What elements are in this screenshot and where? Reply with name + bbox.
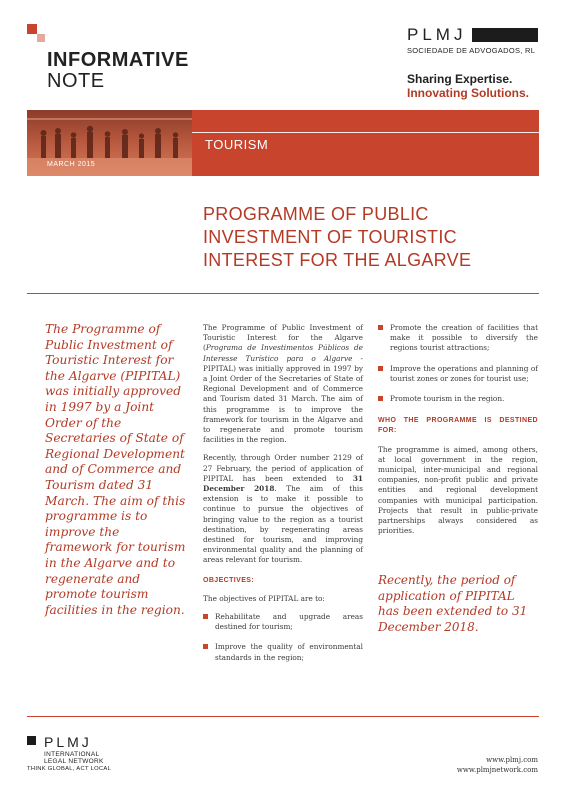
website-link[interactable]: www.plmj.com xyxy=(486,756,538,764)
note-title: INFORMATIVE xyxy=(47,49,189,71)
banner-divider xyxy=(192,132,539,133)
banner-photo xyxy=(27,110,192,176)
objective-item: Promote the creation of facilities that make it possible to diversify the regions tourist attractions; xyxy=(378,323,538,354)
corner-square-large xyxy=(27,24,37,34)
firm-subtitle: SOCIEDADE DE ADVOGADOS, RL xyxy=(407,46,536,55)
banner xyxy=(27,110,539,176)
slogan-line-1: Sharing Expertise. xyxy=(407,72,513,86)
network-website-link[interactable]: www.plmjnetwork.com xyxy=(456,766,538,774)
footer-network-line-2: LEGAL NETWORK xyxy=(44,758,104,765)
divider-top xyxy=(27,293,539,294)
firm-logo: PLMJ xyxy=(407,25,467,44)
pull-quote-right: Recently, the period of application of PIPITAL has been extended to 31 December 2018. xyxy=(378,573,528,634)
body-column-2 xyxy=(378,323,538,544)
corner-square-small xyxy=(37,34,45,42)
extension-paragraph: Recently, through Order number 2129 of 27 February, the period of application of PIPITAL has been extended to 31 December 2018. The aim of this extension is to make it possible to continue to pursue the objectives of bringing value to the region as a tourist destination, by regenerating areas destined for tourism, and improving environmental quality and the planning of areas relevant for tourism. xyxy=(203,453,364,565)
note-subtitle: NOTE xyxy=(47,70,105,92)
destined-paragraph: The programme is aimed, among others, at local government in the region, municipal, inter-municipal and regional companies, non-profit public and private entities and regional development companies with municipal participation. Projects that result in public-private partnerships always considered as priorities. xyxy=(378,444,538,536)
destined-heading: WHO THE PROGRAMME IS DESTINED FOR: xyxy=(378,417,538,435)
divider-bottom xyxy=(27,716,539,717)
objective-item: Promote tourism in the region. xyxy=(378,394,538,404)
section-label: TOURISM xyxy=(205,137,269,152)
objectives-heading: OBJECTIVES: xyxy=(203,576,255,584)
title-line-2: INVESTMENT OF TOURISTIC xyxy=(203,227,457,247)
objective-item: Rehabilitate and upgrade areas destined for tourism; xyxy=(203,612,363,632)
title-line-3: INTEREST FOR THE ALGARVE xyxy=(203,250,472,270)
objectives-intro: The objectives of PIPITAL are to: xyxy=(203,593,325,603)
footer-network-line-1: INTERNATIONAL xyxy=(44,751,100,758)
pull-quote-left: The Programme of Public Investment of Touristic Interest for the Algarve (PIPITAL) was initially approved in 1997 by a Joint Order of the Secretaries of State of Regional Development and of Commerce and Tourism dated 31 March. The aim of this programme is to improve the framework for tourism in the Algarve and to regenerate and promote tourism facilities in the region. xyxy=(45,322,186,617)
banner-date: MARCH 2015 xyxy=(47,161,96,168)
body-column-1 xyxy=(203,323,363,673)
footer-logo-square-icon xyxy=(27,736,36,745)
slogan-line-2: Innovating Solutions. xyxy=(407,86,529,100)
title-line-1: PROGRAMME OF PUBLIC xyxy=(203,204,429,224)
firm-logo-bar-icon xyxy=(472,28,538,42)
footer-logo: PLMJ xyxy=(44,734,92,750)
objective-item: Improve the quality of environmental standards in the region; xyxy=(203,642,363,662)
objective-item: Improve the operations and planning of tourist zones or zones for tourist use; xyxy=(378,364,538,384)
page-title xyxy=(203,203,523,272)
footer-tagline: THINK GLOBAL, ACT LOCAL xyxy=(27,766,112,772)
intro-paragraph: The Programme of Public Investment of Touristic Interest for the Algarve (Programa de Investimentos Públicos de Interesse Turístico para o Algarve - PIPITAL) was initially approved in 1997 by a Joint Order of the Secretaries of State of Regional Development and of Commerce and Tourism dated 31 March. The aim of this programme is to improve the framework for tourism in the Algarve and to regenerate and promote tourism facilities in the region. xyxy=(203,323,363,445)
